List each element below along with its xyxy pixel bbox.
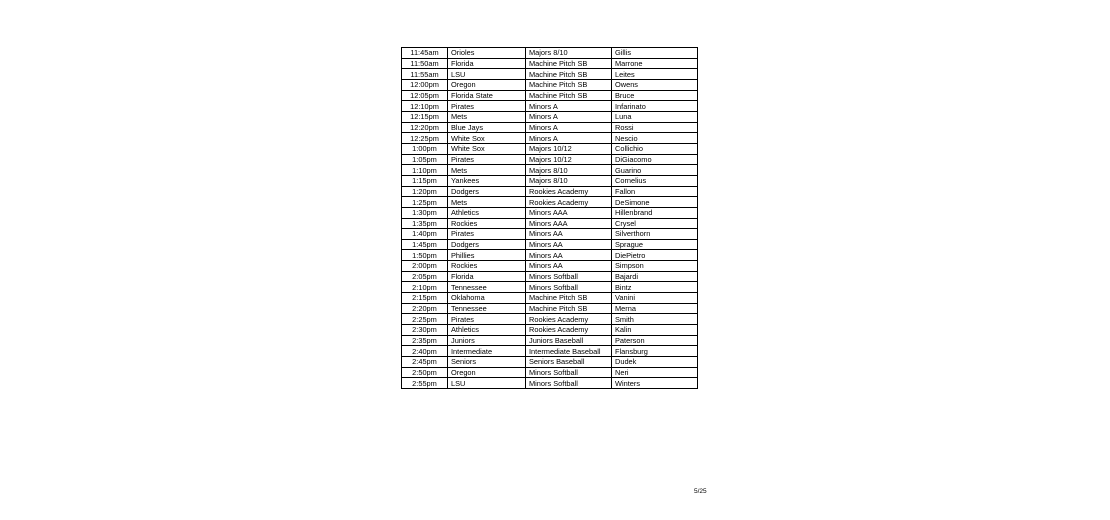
time-cell: 1:30pm [402, 207, 448, 218]
division-cell: Machine Pitch SB [526, 79, 612, 90]
team-cell: Florida State [448, 90, 526, 101]
table-row [402, 207, 698, 218]
division-cell: Minors AA [526, 250, 612, 261]
time-cell: 12:20pm [402, 122, 448, 133]
coach-cell: Cornelius [612, 175, 698, 186]
time-cell: 2:45pm [402, 357, 448, 368]
coach-cell: Hillenbrand [612, 207, 698, 218]
team-cell: Rockies [448, 218, 526, 229]
table-row [402, 282, 698, 293]
division-cell: Minors A [526, 111, 612, 122]
division-cell: Juniors Baseball [526, 335, 612, 346]
coach-cell: Smith [612, 314, 698, 325]
team-cell: Yankees [448, 175, 526, 186]
coach-cell: Gillis [612, 48, 698, 59]
table-row [402, 261, 698, 272]
coach-cell: Simpson [612, 261, 698, 272]
team-cell: Athletics [448, 325, 526, 336]
table-row [402, 90, 698, 101]
table-row [402, 293, 698, 304]
division-cell: Minors AAA [526, 218, 612, 229]
time-cell: 1:50pm [402, 250, 448, 261]
team-cell: Intermediate [448, 346, 526, 357]
division-cell: Minors AA [526, 261, 612, 272]
coach-cell: Guarino [612, 165, 698, 176]
team-cell: Oklahoma [448, 293, 526, 304]
table-row [402, 314, 698, 325]
time-cell: 1:45pm [402, 239, 448, 250]
division-cell: Machine Pitch SB [526, 90, 612, 101]
division-cell: Minors AAA [526, 207, 612, 218]
team-cell: Mets [448, 165, 526, 176]
table-row [402, 378, 698, 389]
coach-cell: Flansburg [612, 346, 698, 357]
table-row [402, 186, 698, 197]
team-cell: Florida [448, 58, 526, 69]
team-cell: White Sox [448, 133, 526, 144]
coach-cell: Winters [612, 378, 698, 389]
table-row [402, 122, 698, 133]
coach-cell: Nescio [612, 133, 698, 144]
table-row [402, 250, 698, 261]
division-cell: Minors Softball [526, 271, 612, 282]
time-cell: 1:20pm [402, 186, 448, 197]
time-cell: 2:20pm [402, 303, 448, 314]
coach-cell: Bajardi [612, 271, 698, 282]
team-cell: Pirates [448, 101, 526, 112]
time-cell: 12:05pm [402, 90, 448, 101]
time-cell: 11:55am [402, 69, 448, 80]
coach-cell: Neri [612, 367, 698, 378]
team-cell: Pirates [448, 229, 526, 240]
schedule-table-body [402, 48, 698, 389]
team-cell: Oregon [448, 79, 526, 90]
table-row [402, 101, 698, 112]
table-row [402, 239, 698, 250]
division-cell: Majors 8/10 [526, 48, 612, 59]
team-cell: Pirates [448, 154, 526, 165]
division-cell: Minors A [526, 133, 612, 144]
coach-cell: DeSimone [612, 197, 698, 208]
coach-cell: Rossi [612, 122, 698, 133]
team-cell: Dodgers [448, 186, 526, 197]
coach-cell: Bintz [612, 282, 698, 293]
division-cell: Majors 10/12 [526, 154, 612, 165]
division-cell: Rookies Academy [526, 314, 612, 325]
coach-cell: Silverthorn [612, 229, 698, 240]
division-cell: Minors AA [526, 229, 612, 240]
schedule-sheet [401, 47, 697, 389]
coach-cell: Collichio [612, 143, 698, 154]
division-cell: Rookies Academy [526, 197, 612, 208]
coach-cell: Merna [612, 303, 698, 314]
table-row [402, 218, 698, 229]
time-cell: 12:15pm [402, 111, 448, 122]
coach-cell: Marrone [612, 58, 698, 69]
coach-cell: Bruce [612, 90, 698, 101]
time-cell: 2:40pm [402, 346, 448, 357]
table-row [402, 229, 698, 240]
table-row [402, 303, 698, 314]
division-cell: Minors Softball [526, 367, 612, 378]
table-row [402, 197, 698, 208]
division-cell: Minors Softball [526, 378, 612, 389]
table-row [402, 154, 698, 165]
table-row [402, 367, 698, 378]
division-cell: Machine Pitch SB [526, 303, 612, 314]
team-cell: Tennessee [448, 303, 526, 314]
time-cell: 2:15pm [402, 293, 448, 304]
time-cell: 2:25pm [402, 314, 448, 325]
coach-cell: Paterson [612, 335, 698, 346]
team-cell: Orioles [448, 48, 526, 59]
table-row [402, 175, 698, 186]
division-cell: Majors 10/12 [526, 143, 612, 154]
division-cell: Machine Pitch SB [526, 69, 612, 80]
division-cell: Minors AA [526, 239, 612, 250]
division-cell: Majors 8/10 [526, 175, 612, 186]
time-cell: 1:40pm [402, 229, 448, 240]
table-row [402, 58, 698, 69]
team-cell: White Sox [448, 143, 526, 154]
schedule-table [401, 47, 698, 389]
team-cell: Florida [448, 271, 526, 282]
division-cell: Machine Pitch SB [526, 293, 612, 304]
division-cell: Minors Softball [526, 282, 612, 293]
division-cell: Minors A [526, 122, 612, 133]
team-cell: LSU [448, 378, 526, 389]
table-row [402, 271, 698, 282]
team-cell: Dodgers [448, 239, 526, 250]
time-cell: 11:50am [402, 58, 448, 69]
coach-cell: DiePietro [612, 250, 698, 261]
division-cell: Seniors Baseball [526, 357, 612, 368]
coach-cell: Sprague [612, 239, 698, 250]
coach-cell: Vanini [612, 293, 698, 304]
table-row [402, 346, 698, 357]
coach-cell: Crysel [612, 218, 698, 229]
team-cell: Mets [448, 197, 526, 208]
division-cell: Minors A [526, 101, 612, 112]
coach-cell: Kalin [612, 325, 698, 336]
time-cell: 2:55pm [402, 378, 448, 389]
team-cell: Blue Jays [448, 122, 526, 133]
team-cell: Athletics [448, 207, 526, 218]
division-cell: Intermediate Baseball [526, 346, 612, 357]
division-cell: Machine Pitch SB [526, 58, 612, 69]
table-row [402, 133, 698, 144]
time-cell: 1:00pm [402, 143, 448, 154]
table-row [402, 111, 698, 122]
table-row [402, 48, 698, 59]
time-cell: 2:05pm [402, 271, 448, 282]
team-cell: Seniors [448, 357, 526, 368]
table-row [402, 335, 698, 346]
time-cell: 1:10pm [402, 165, 448, 176]
division-cell: Rookies Academy [526, 325, 612, 336]
coach-cell: Owens [612, 79, 698, 90]
table-row [402, 165, 698, 176]
time-cell: 2:30pm [402, 325, 448, 336]
time-cell: 1:05pm [402, 154, 448, 165]
team-cell: Phillies [448, 250, 526, 261]
table-row [402, 325, 698, 336]
time-cell: 11:45am [402, 48, 448, 59]
team-cell: LSU [448, 69, 526, 80]
team-cell: Mets [448, 111, 526, 122]
time-cell: 1:25pm [402, 197, 448, 208]
team-cell: Tennessee [448, 282, 526, 293]
page-number: 5/25 [694, 488, 707, 495]
table-row [402, 79, 698, 90]
coach-cell: Dudek [612, 357, 698, 368]
time-cell: 2:10pm [402, 282, 448, 293]
coach-cell: Fallon [612, 186, 698, 197]
table-row [402, 69, 698, 80]
table-row [402, 143, 698, 154]
time-cell: 2:35pm [402, 335, 448, 346]
time-cell: 2:00pm [402, 261, 448, 272]
coach-cell: Leites [612, 69, 698, 80]
time-cell: 12:00pm [402, 79, 448, 90]
time-cell: 1:35pm [402, 218, 448, 229]
table-row [402, 357, 698, 368]
time-cell: 12:10pm [402, 101, 448, 112]
team-cell: Juniors [448, 335, 526, 346]
team-cell: Oregon [448, 367, 526, 378]
division-cell: Majors 8/10 [526, 165, 612, 176]
team-cell: Pirates [448, 314, 526, 325]
division-cell: Rookies Academy [526, 186, 612, 197]
time-cell: 12:25pm [402, 133, 448, 144]
coach-cell: Luna [612, 111, 698, 122]
coach-cell: DiGiacomo [612, 154, 698, 165]
time-cell: 2:50pm [402, 367, 448, 378]
coach-cell: Infarinato [612, 101, 698, 112]
time-cell: 1:15pm [402, 175, 448, 186]
team-cell: Rockies [448, 261, 526, 272]
